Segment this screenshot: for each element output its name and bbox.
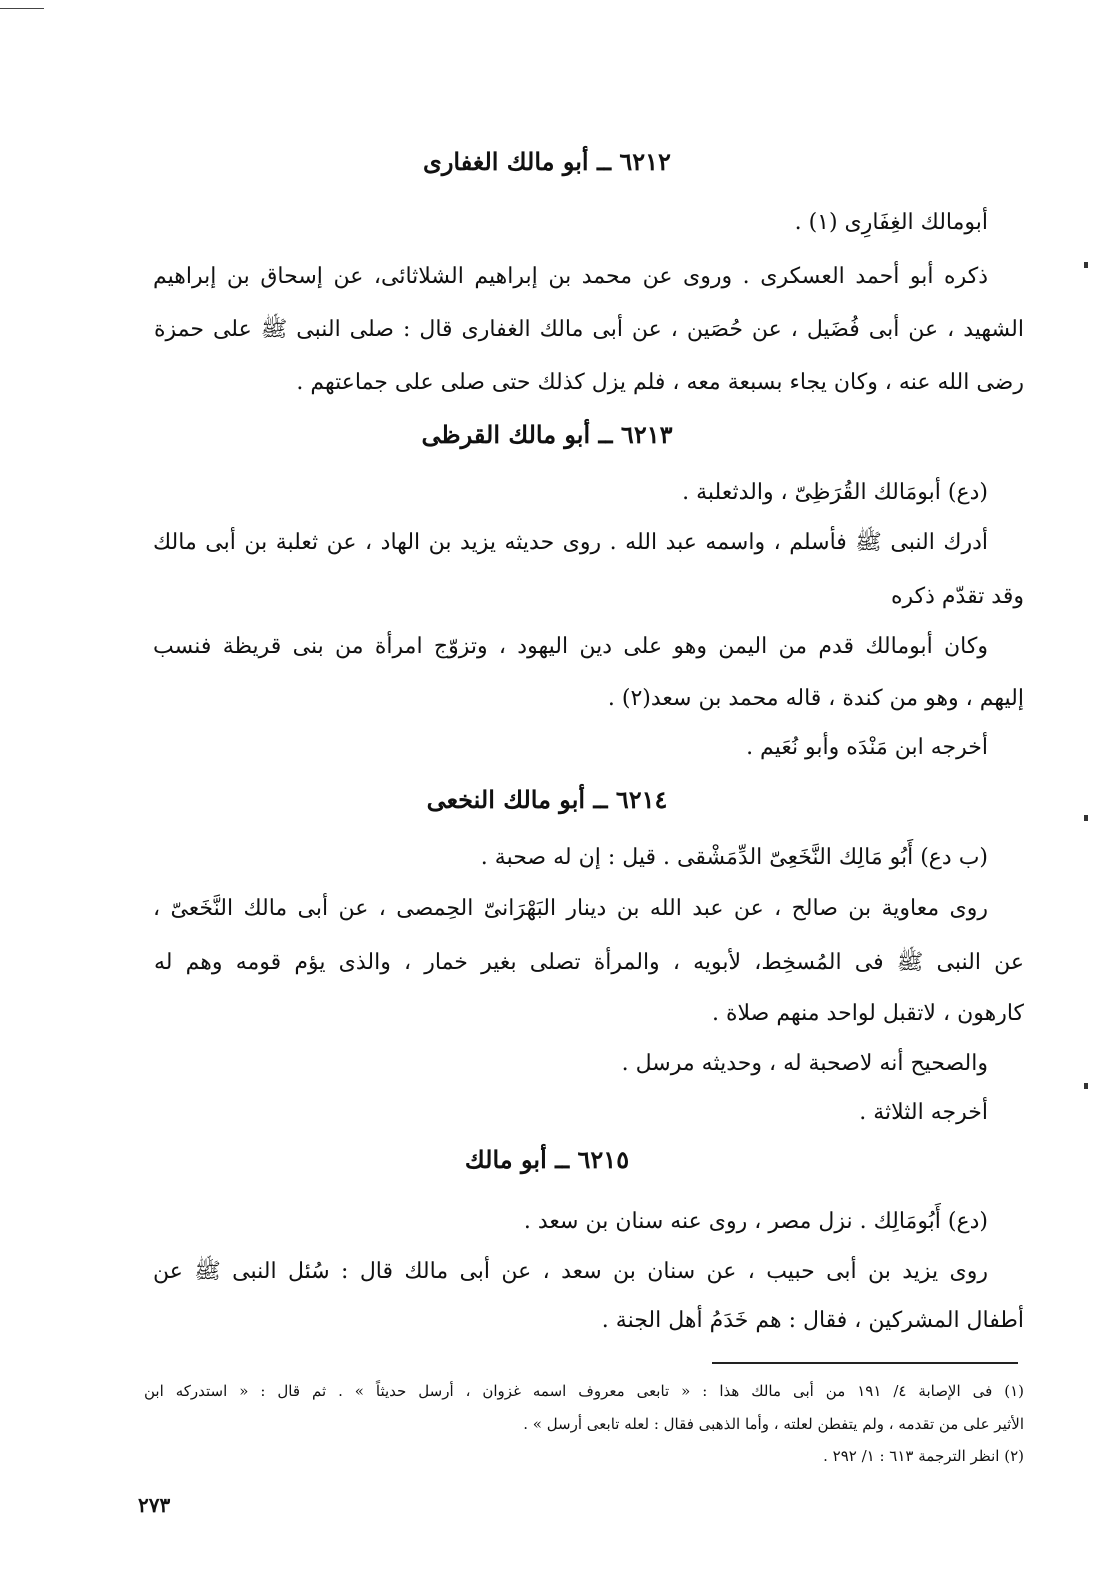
entry-heading: ٦٢١٥ ــ أبو مالك (464, 1145, 630, 1174)
entry-line: والصحيح أنه لاصحبة له ، وحديثه مرسل . (621, 1051, 988, 1076)
entry-line: (دع) أبومَالك القُرَظِىّ ، والدثعلبة . (682, 480, 988, 505)
margin-dot (1084, 1083, 1088, 1089)
entry-line: روى يزيد بن أبى حبيب ، عن سنان بن سعد ، عن أبى مالك قال : سُئل النبى ﷺ عن (153, 1259, 988, 1284)
entry-line: أبومالك الغِفَارِى (١) . (794, 210, 988, 235)
entry-line: أخرجه الثلاثة . (859, 1100, 988, 1125)
entry-line: (ب دع) أَبُو مَالِك النَّخَعِىّ الدِّمَشْقى . قيل : إن له صحبة . (480, 845, 988, 870)
entry-line: وقد تقدّم ذكره (890, 584, 1024, 609)
footnote-rule (712, 1362, 1018, 1364)
entry-line: (دع) أَبُومَالِك . نزل مصر ، روى عنه سنان بن سعد . (523, 1209, 988, 1234)
entry-line: وكان أبومالك قدم من اليمن وهو على دين اليهود ، وتزوّج امرأة من بنى قريظة فنسب (153, 634, 988, 659)
entry-heading: ٦٢١٤ ــ أبو مالك النخعى (426, 785, 668, 814)
entry-line: رضى الله عنه ، وكان يجاء بسبعة معه ، فلم يزل كذلك حتى صلى على جماعتهم . (296, 370, 1024, 395)
corner-mark (0, 8, 44, 9)
entry-line: أدرك النبى ﷺ فأسلم ، واسمه عبد الله . روى حديثه يزيد بن الهاد ، عن ثعلبة بن أبى مالك (153, 530, 988, 555)
entry-line: إليهم ، وهو من كندة ، قاله محمد بن سعد(٢) . (607, 686, 1024, 711)
page-number: ٢٧٣ (138, 1493, 171, 1517)
entry-line: ذكره أبو أحمد العسكرى . وروى عن محمد بن إبراهيم الشلاثائى، عن إسحاق بن إبراهيم (153, 264, 988, 289)
entry-heading: ٦٢١٣ ــ أبو مالك القرظى (421, 420, 673, 449)
margin-dot (1084, 262, 1088, 268)
entry-heading: ٦٢١٢ ــ أبو مالك الغفارى (423, 147, 671, 176)
footnote-line: (٢) انظر الترجمة ٦١٣ : ١/ ٢٩٢ . (823, 1447, 1024, 1465)
margin-dot (1084, 815, 1088, 821)
entry-line: روى معاوية بن صالح ، عن عبد الله بن دينار البَهْرَانىّ الحِمصى ، عن أبى مالك النَّخَعىّ ، (153, 896, 988, 921)
footnote-line: (١) فى الإصابة ٤/ ١٩١ من أبى مالك هذا : « تابعى معروف اسمه غزوان ، أرسل حديثاً » . ثم قال : « استدركه ابن (144, 1382, 1025, 1400)
entry-line: كارهون ، لاتقبل لواحد منهم صلاة . (712, 1001, 1024, 1026)
entry-line: عن النبى ﷺ فى المُسخِط، لأبويه ، والمرأة تصلى بغير خمار ، والذى يؤم قومه وهم له (154, 950, 1024, 975)
entry-line: أخرجه ابن مَنْدَه وأبو نُعَيم . (746, 735, 988, 760)
entry-line: الشهيد ، عن أبى فُضَيل ، عن حُصَين ، عن أبى مالك الغفارى قال : صلى النبى ﷺ على حمزة (154, 317, 1024, 342)
entry-line: أطفال المشركين ، فقال : هم خَدَمُ أهل الجنة . (601, 1308, 1024, 1333)
footnote-line: الأثير على من تقدمه ، ولم يتفطن لعلته ، وأما الذهبى فقال : لعله تابعى أرسل » . (523, 1415, 1024, 1433)
